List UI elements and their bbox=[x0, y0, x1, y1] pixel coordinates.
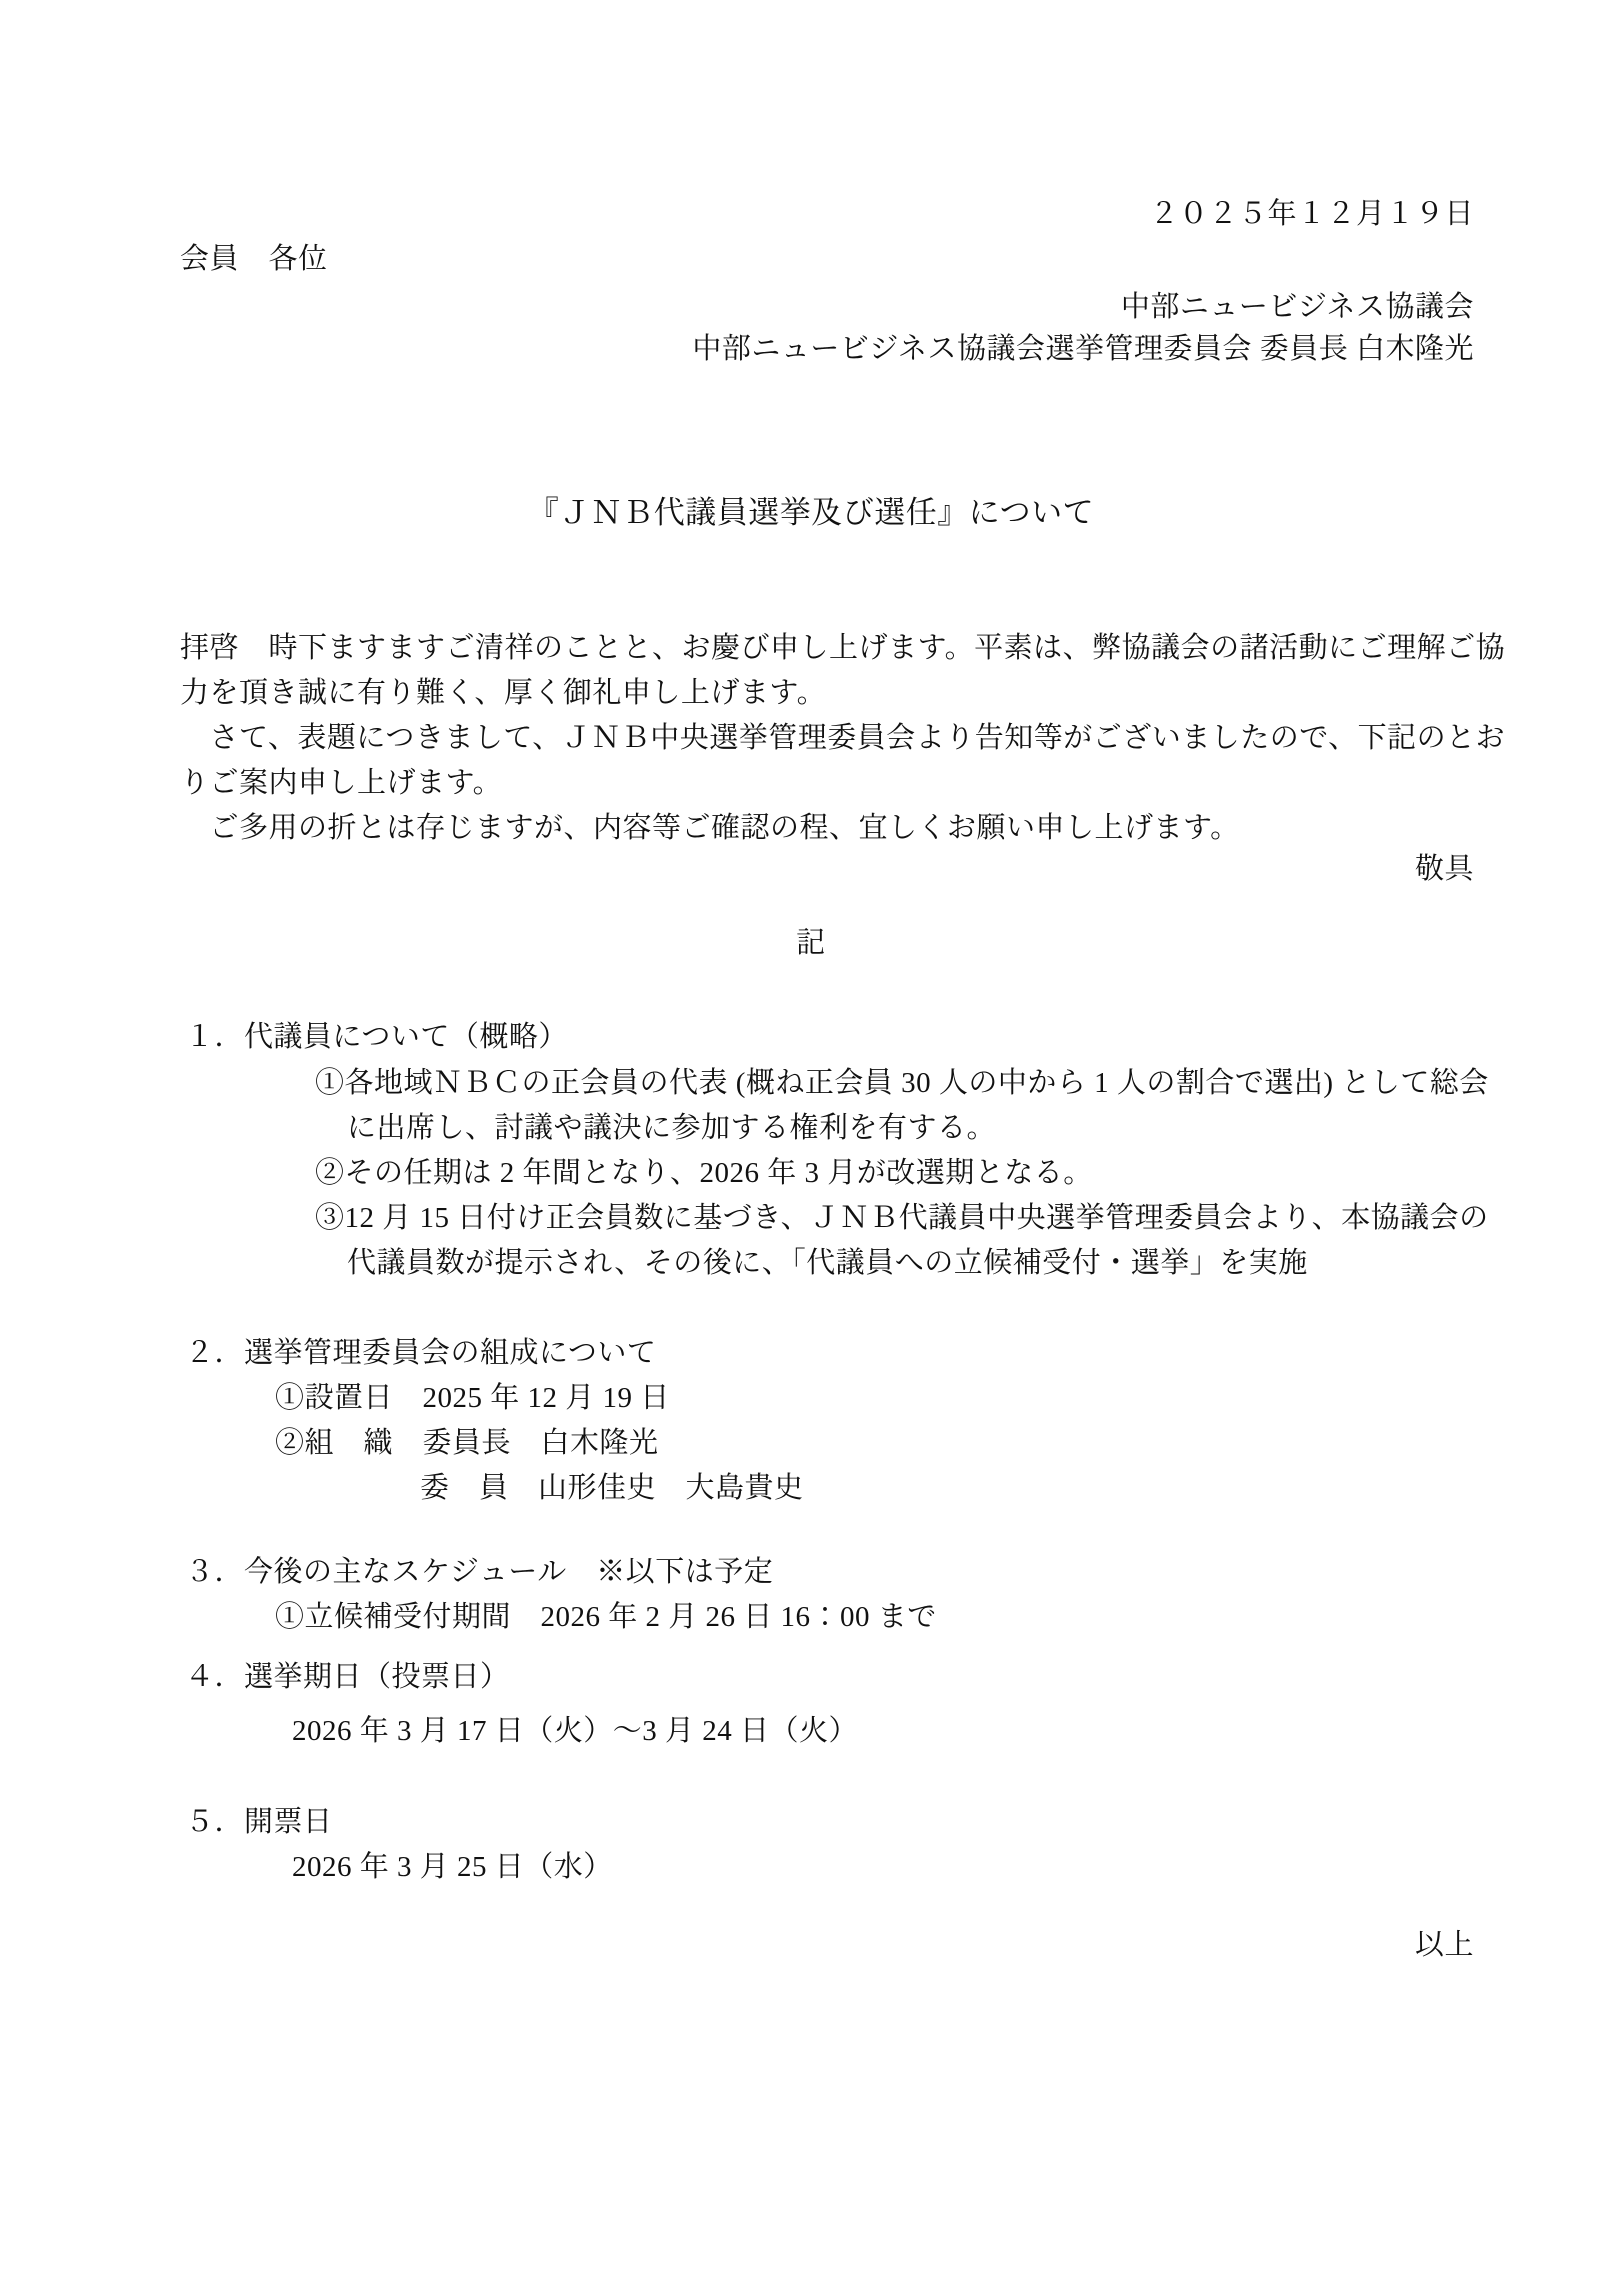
section-2-heading: ２．選挙管理委員会の組成について bbox=[185, 1337, 657, 1369]
section-1-line-2: に出席し、討議や議決に参加する権利を有する。 bbox=[347, 1112, 997, 1144]
section-3-heading: ３．今後の主なスケジュール ※以下は予定 bbox=[185, 1556, 774, 1588]
closing-word: 敬具 bbox=[1414, 853, 1474, 885]
date-line: ２０２５年１２月１９日 bbox=[1149, 198, 1474, 230]
greeting-line-3: さて、表題につきまして、ＪＮＢ中央選挙管理委員会より告知等がございましたので、下記のとお bbox=[180, 722, 1506, 754]
section-1-heading: １．代議員について（概略） bbox=[185, 1021, 568, 1053]
greeting-line-5: ご多用の折とは存じますが、内容等ご確認の程、宜しくお願い申し上げます。 bbox=[180, 812, 1240, 844]
section-4-heading: ４．選挙期日（投票日） bbox=[185, 1661, 510, 1693]
section-3-line-1: ①立候補受付期間 2026 年 2 月 26 日 16：00 まで bbox=[275, 1601, 937, 1633]
sender-org: 中部ニュービジネス協議会 bbox=[1120, 291, 1474, 323]
greeting-line-4: りご案内申し上げます。 bbox=[180, 767, 503, 799]
end-word: 以上 bbox=[1414, 1929, 1474, 1961]
section-2-line-3: 委 員 山形佳史 大島貴史 bbox=[420, 1472, 804, 1504]
section-5-heading: ５．開票日 bbox=[185, 1806, 333, 1838]
section-1-line-4: ③12 月 15 日付け正会員数に基づき、ＪＮＢ代議員中央選挙管理委員会より、本協議会の bbox=[315, 1202, 1489, 1234]
sender-committee: 中部ニュービジネス協議会選挙管理委員会 委員長 白木隆光 bbox=[692, 333, 1474, 365]
section-1-line-1: ①各地域ＮＢＣの正会員の代表 (概ね正会員 30 人の中から 1 人の割合で選出) として総会 bbox=[315, 1067, 1489, 1099]
greeting-line-1: 拝啓 時下ますますご清祥のことと、お慶び申し上げます。平素は、弊協議会の諸活動にご理解ご協 bbox=[180, 632, 1506, 664]
section-5-line-1: 2026 年 3 月 25 日（水） bbox=[292, 1851, 613, 1883]
greeting-line-2: 力を頂き誠に有り難く、厚く御礼申し上げます。 bbox=[180, 677, 827, 709]
section-1-line-3: ②その任期は 2 年間となり、2026 年 3 月が改選期となる。 bbox=[315, 1157, 1093, 1189]
document-title: 『ＪＮＢ代議員選挙及び選任』について bbox=[527, 495, 1095, 530]
section-2-line-1: ①設置日 2025 年 12 月 19 日 bbox=[275, 1382, 670, 1414]
record-marker: 記 bbox=[796, 927, 826, 959]
section-2-line-2: ②組 織 委員長 白木隆光 bbox=[275, 1427, 659, 1459]
section-1-line-5: 代議員数が提示され、その後に、「代議員への立候補受付・選挙」を実施 bbox=[347, 1247, 1308, 1279]
recipient: 会員 各位 bbox=[180, 243, 328, 275]
section-4-line-1: 2026 年 3 月 17 日（火）～3 月 24 日（火） bbox=[292, 1715, 859, 1747]
